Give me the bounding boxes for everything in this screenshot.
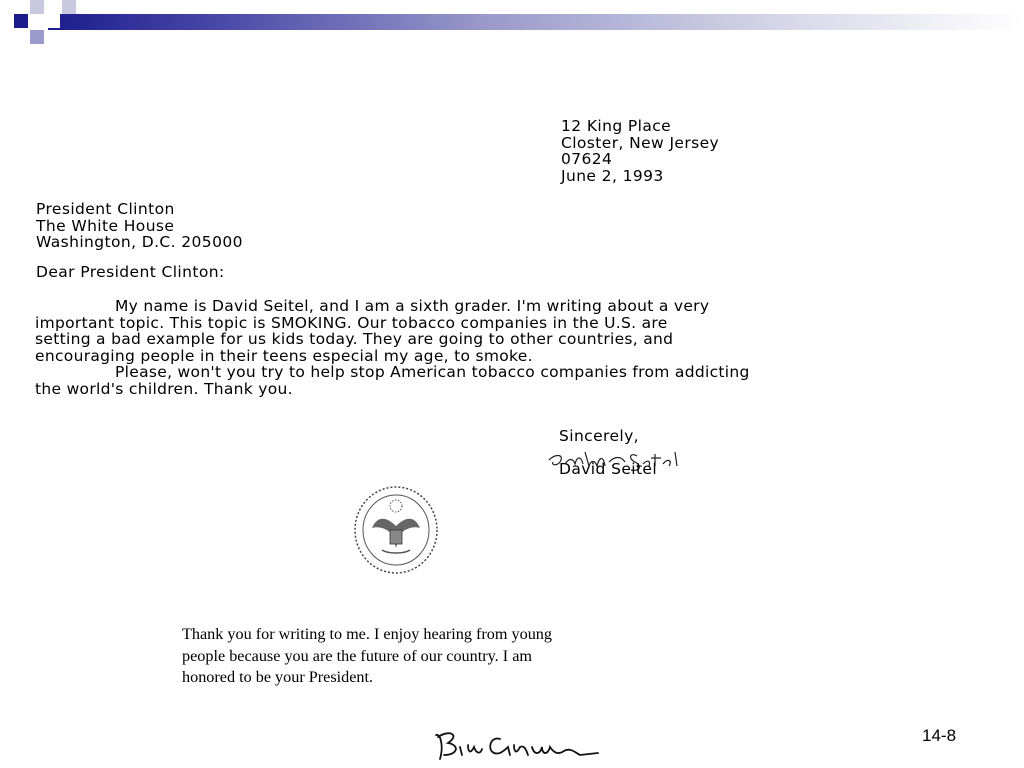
- letter-closing: Sincerely,: [559, 427, 640, 445]
- body-line: My name is David Seitel, and I am a sixth grader. I'm writing about a very: [115, 297, 710, 315]
- header-square: [30, 30, 44, 44]
- body-line: Please, won't you try to help stop American tobacco companies from addicting: [115, 363, 750, 381]
- body-line: the world's children. Thank you.: [35, 379, 293, 398]
- header-gradient-bar: [48, 14, 1024, 30]
- letter-date: June 2, 1993: [561, 166, 664, 185]
- header-square: [62, 0, 76, 14]
- reply-line: people because you are the future of our country. I am: [182, 646, 532, 665]
- recipient-city: Washington, D.C. 205000: [36, 233, 243, 251]
- sender-zip: 07624: [561, 150, 613, 168]
- signer-name: David Seitel: [559, 460, 658, 478]
- sender-city: Closter, New Jersey: [561, 133, 720, 152]
- recipient-building: The White House: [36, 216, 175, 235]
- sender-street: 12 King Place: [561, 117, 672, 135]
- recipient-name: President Clinton: [36, 200, 175, 218]
- salutation: Dear President Clinton:: [36, 263, 225, 281]
- header-square: [30, 0, 44, 14]
- president-reply: [182, 624, 642, 689]
- slide-number: 14-8: [922, 726, 957, 745]
- letter-body: [35, 298, 995, 397]
- reply-line: Thank you for writing to me. I enjoy hearing from young: [182, 625, 552, 643]
- sender-address: [561, 118, 719, 184]
- handwritten-signature-clinton: [430, 725, 605, 767]
- presidential-seal-icon: [352, 484, 440, 576]
- body-line: setting a bad example for us kids today. They are going to other countries, and: [35, 330, 674, 348]
- header-square: [46, 14, 60, 28]
- body-line: encouraging people in their teens especial my age, to smoke.: [35, 346, 533, 365]
- recipient-address: [36, 201, 243, 251]
- header-square: [14, 14, 28, 28]
- reply-line: honored to be your President.: [182, 668, 374, 686]
- slide-header-decoration: [0, 0, 1024, 44]
- body-line: important topic. This topic is SMOKING. Our tobacco companies in the U.S. are: [35, 313, 668, 332]
